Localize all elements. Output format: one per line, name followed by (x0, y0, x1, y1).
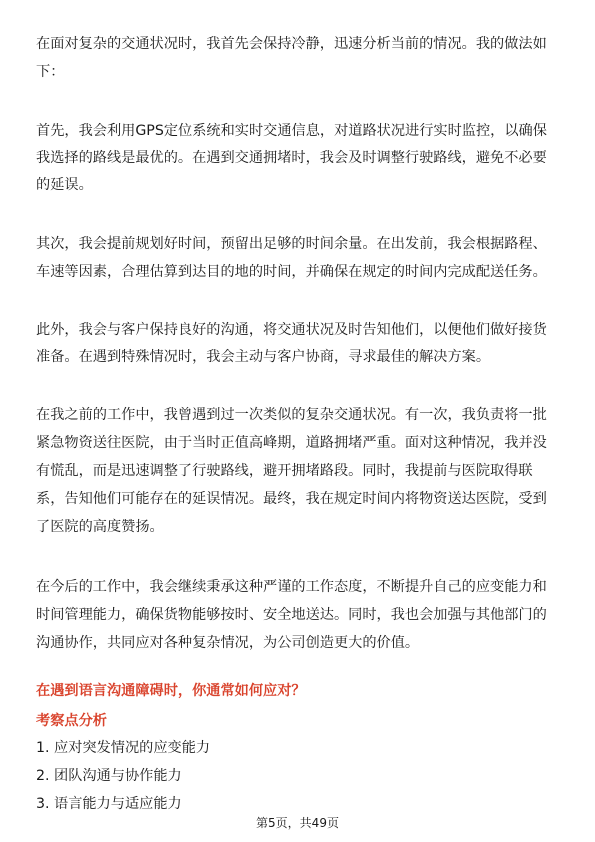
paragraph-5-line-1: 在我之前的工作中，我曾遇到过一次类似的复杂交通状况。有一次，我负责将一批 (36, 407, 547, 423)
paragraph-1-line-2: 下： (36, 64, 65, 80)
paragraph-6-line-3: 沟通协作，共同应对各种复杂情况，为公司创造更大的价值。 (36, 635, 420, 651)
interview-question: 在遇到语言沟通障碍时，你通常如何应对？ (36, 683, 306, 699)
analysis-item-2: 2. 团队沟通与协作能力 (36, 768, 182, 784)
paragraph-3-line-2: 车速等因素，合理估算到达目的地的时间，并确保在规定的时间内完成配送任务。 (36, 264, 547, 280)
analysis-title: 考察点分析 (36, 713, 107, 729)
paragraph-4-line-2: 准备。在遇到特殊情况时，我会主动与客户协商，寻求最佳的解决方案。 (36, 349, 491, 365)
analysis-item-3: 3. 语言能力与适应能力 (36, 796, 182, 812)
paragraph-5-line-4: 系，告知他们可能存在的延误情况。最终，我在规定时间内将物资送达医院，受到 (36, 491, 547, 507)
paragraph-2-line-3: 的延误。 (36, 177, 93, 193)
page-number: 第5页，共49页 (256, 816, 339, 830)
paragraph-1-line-1: 在面对复杂的交通状况时，我首先会保持冷静，迅速分析当前的情况。我的做法如 (36, 36, 547, 52)
paragraph-2-line-1: 首先，我会利用GPS定位系统和实时交通信息，对道路状况进行实时监控，以确保 (36, 123, 547, 139)
paragraph-4-line-1: 此外，我会与客户保持良好的沟通，将交通状况及时告知他们，以便他们做好接货 (36, 322, 547, 338)
paragraph-3-line-1: 其次，我会提前规划好时间，预留出足够的时间余量。在出发前，我会根据路程、 (36, 236, 547, 252)
paragraph-2-line-2: 我选择的路线是最优的。在遇到交通拥堵时，我会及时调整行驶路线，避免不必要 (36, 150, 547, 166)
paragraph-6-line-1: 在今后的工作中，我会继续秉承这种严谨的工作态度，不断提升自己的应变能力和 (36, 579, 547, 595)
paragraph-5-line-3: 有慌乱，而是迅速调整了行驶路线，避开拥堵路段。同时，我提前与医院取得联 (36, 463, 533, 479)
paragraph-6-line-2: 时间管理能力，确保货物能够按时、安全地送达。同时，我也会加强与其他部门的 (36, 607, 547, 623)
paragraph-5-line-5: 了医院的高度赞扬。 (36, 519, 164, 535)
analysis-item-1: 1. 应对突发情况的应变能力 (36, 740, 211, 756)
paragraph-5-line-2: 紧急物资送往医院，由于当时正值高峰期，道路拥堵严重。面对这种情况，我并没 (36, 435, 547, 451)
